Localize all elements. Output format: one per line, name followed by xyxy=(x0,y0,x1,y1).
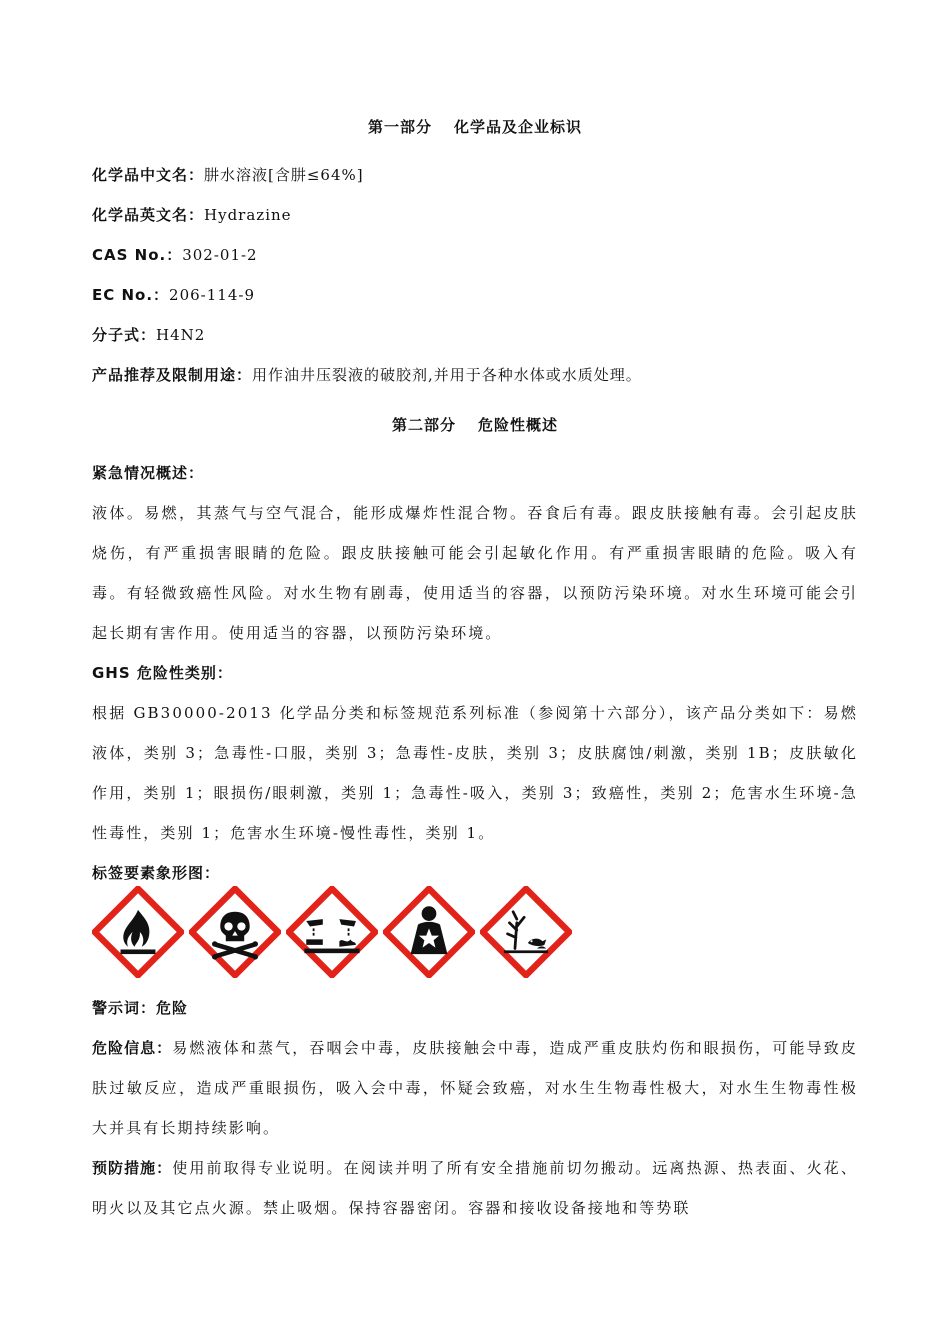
formula-label: 分子式： xyxy=(92,326,157,344)
prevention-paragraph xyxy=(92,1148,858,1228)
corrosion-icon xyxy=(286,886,378,978)
signal-value: 危险 xyxy=(156,999,189,1017)
section-2-name: 危险性概述 xyxy=(478,416,559,434)
cn-name-label: 化学品中文名： xyxy=(92,166,205,184)
section-1-name: 化学品及企业标识 xyxy=(454,118,583,136)
en-name-row xyxy=(92,205,858,225)
pictogram-row xyxy=(92,886,592,980)
health-hazard-icon xyxy=(383,886,475,978)
signal-row xyxy=(92,998,858,1018)
section-2-part: 第二部分 xyxy=(391,416,456,434)
pictogram-label: 标签要素象形图： xyxy=(92,864,221,882)
cn-name-row xyxy=(92,165,858,185)
formula-value: H4N2 xyxy=(156,326,206,344)
cn-name-value: 肼水溶液[含肼≤64%] xyxy=(204,166,364,184)
usage-value: 用作油井压裂液的破胶剂,并用于各种水体或水质处理。 xyxy=(252,366,642,384)
ec-row xyxy=(92,285,858,305)
en-name-value: Hydrazine xyxy=(204,206,292,224)
hazard-label: 危险信息： xyxy=(92,1039,173,1057)
ec-value: 206-114-9 xyxy=(169,286,255,304)
ghs-label: GHS 危险性类别： xyxy=(92,664,233,682)
section-2-title xyxy=(92,414,858,435)
formula-row xyxy=(92,325,858,345)
prevention-label: 预防措施： xyxy=(92,1159,173,1177)
hazard-text: 易燃液体和蒸气，吞咽会中毒，皮肤接触会中毒，造成严重皮肤灼伤和眼损伤，可能导致皮肤过敏反应，造成严重眼损伤，吸入会中毒，怀疑会致癌，对水生生物毒性极大，对水生生物毒性极大并具有长期持续影响。 xyxy=(92,1039,858,1137)
pictogram-label-row xyxy=(92,863,858,883)
signal-label: 警示词： xyxy=(92,999,157,1017)
cas-label: CAS No.： xyxy=(92,246,183,264)
en-name-label: 化学品英文名： xyxy=(92,206,205,224)
emergency-label: 紧急情况概述： xyxy=(92,464,205,482)
emergency-label-row xyxy=(92,463,858,483)
ec-label: EC No.： xyxy=(92,286,170,304)
ghs-text: 根据 GB30000-2013 化学品分类和标签规范系列标准（参阅第十六部分），该产品分类如下：易燃液体，类别 3；急毒性-口服，类别 3；急毒性-皮肤，类别 3；皮肤腐蚀/刺激，类别 1B；皮肤敏化作用，类别 1；眼损伤/眼刺激，类别 1；急毒性-吸入，类别 3；致癌性，类别 2；危害水生环境-急性毒性，类别 1；危害水生环境-慢性毒性，类别 1。 xyxy=(92,704,858,842)
ghs-label-row xyxy=(92,663,858,683)
flame-icon xyxy=(92,886,184,978)
hazard-paragraph xyxy=(92,1028,858,1148)
environment-icon xyxy=(480,886,572,978)
prevention-text: 使用前取得专业说明。在阅读并明了所有安全措施前切勿搬动。远离热源、热表面、火花、明火以及其它点火源。禁止吸烟。保持容器密闭。容器和接收设备接地和等势联 xyxy=(92,1159,858,1217)
usage-label: 产品推荐及限制用途： xyxy=(92,366,253,384)
cas-value: 302-01-2 xyxy=(182,246,258,264)
section-1-title xyxy=(92,116,858,137)
section-1-part: 第一部分 xyxy=(367,118,432,136)
emergency-text: 液体。易燃，其蒸气与空气混合，能形成爆炸性混合物。吞食后有毒。跟皮肤接触有毒。会引起皮肤烧伤，有严重损害眼睛的危险。跟皮肤接触可能会引起敏化作用。有严重损害眼睛的危险。吸入有毒。有轻微致癌性风险。对水生物有剧毒，使用适当的容器，以预防污染环境。对水生环境可能会引起长期有害作用。使用适当的容器，以预防污染环境。 xyxy=(92,504,858,642)
skull-crossbones-icon xyxy=(189,886,281,978)
cas-row xyxy=(92,245,858,265)
usage-row xyxy=(92,365,858,385)
